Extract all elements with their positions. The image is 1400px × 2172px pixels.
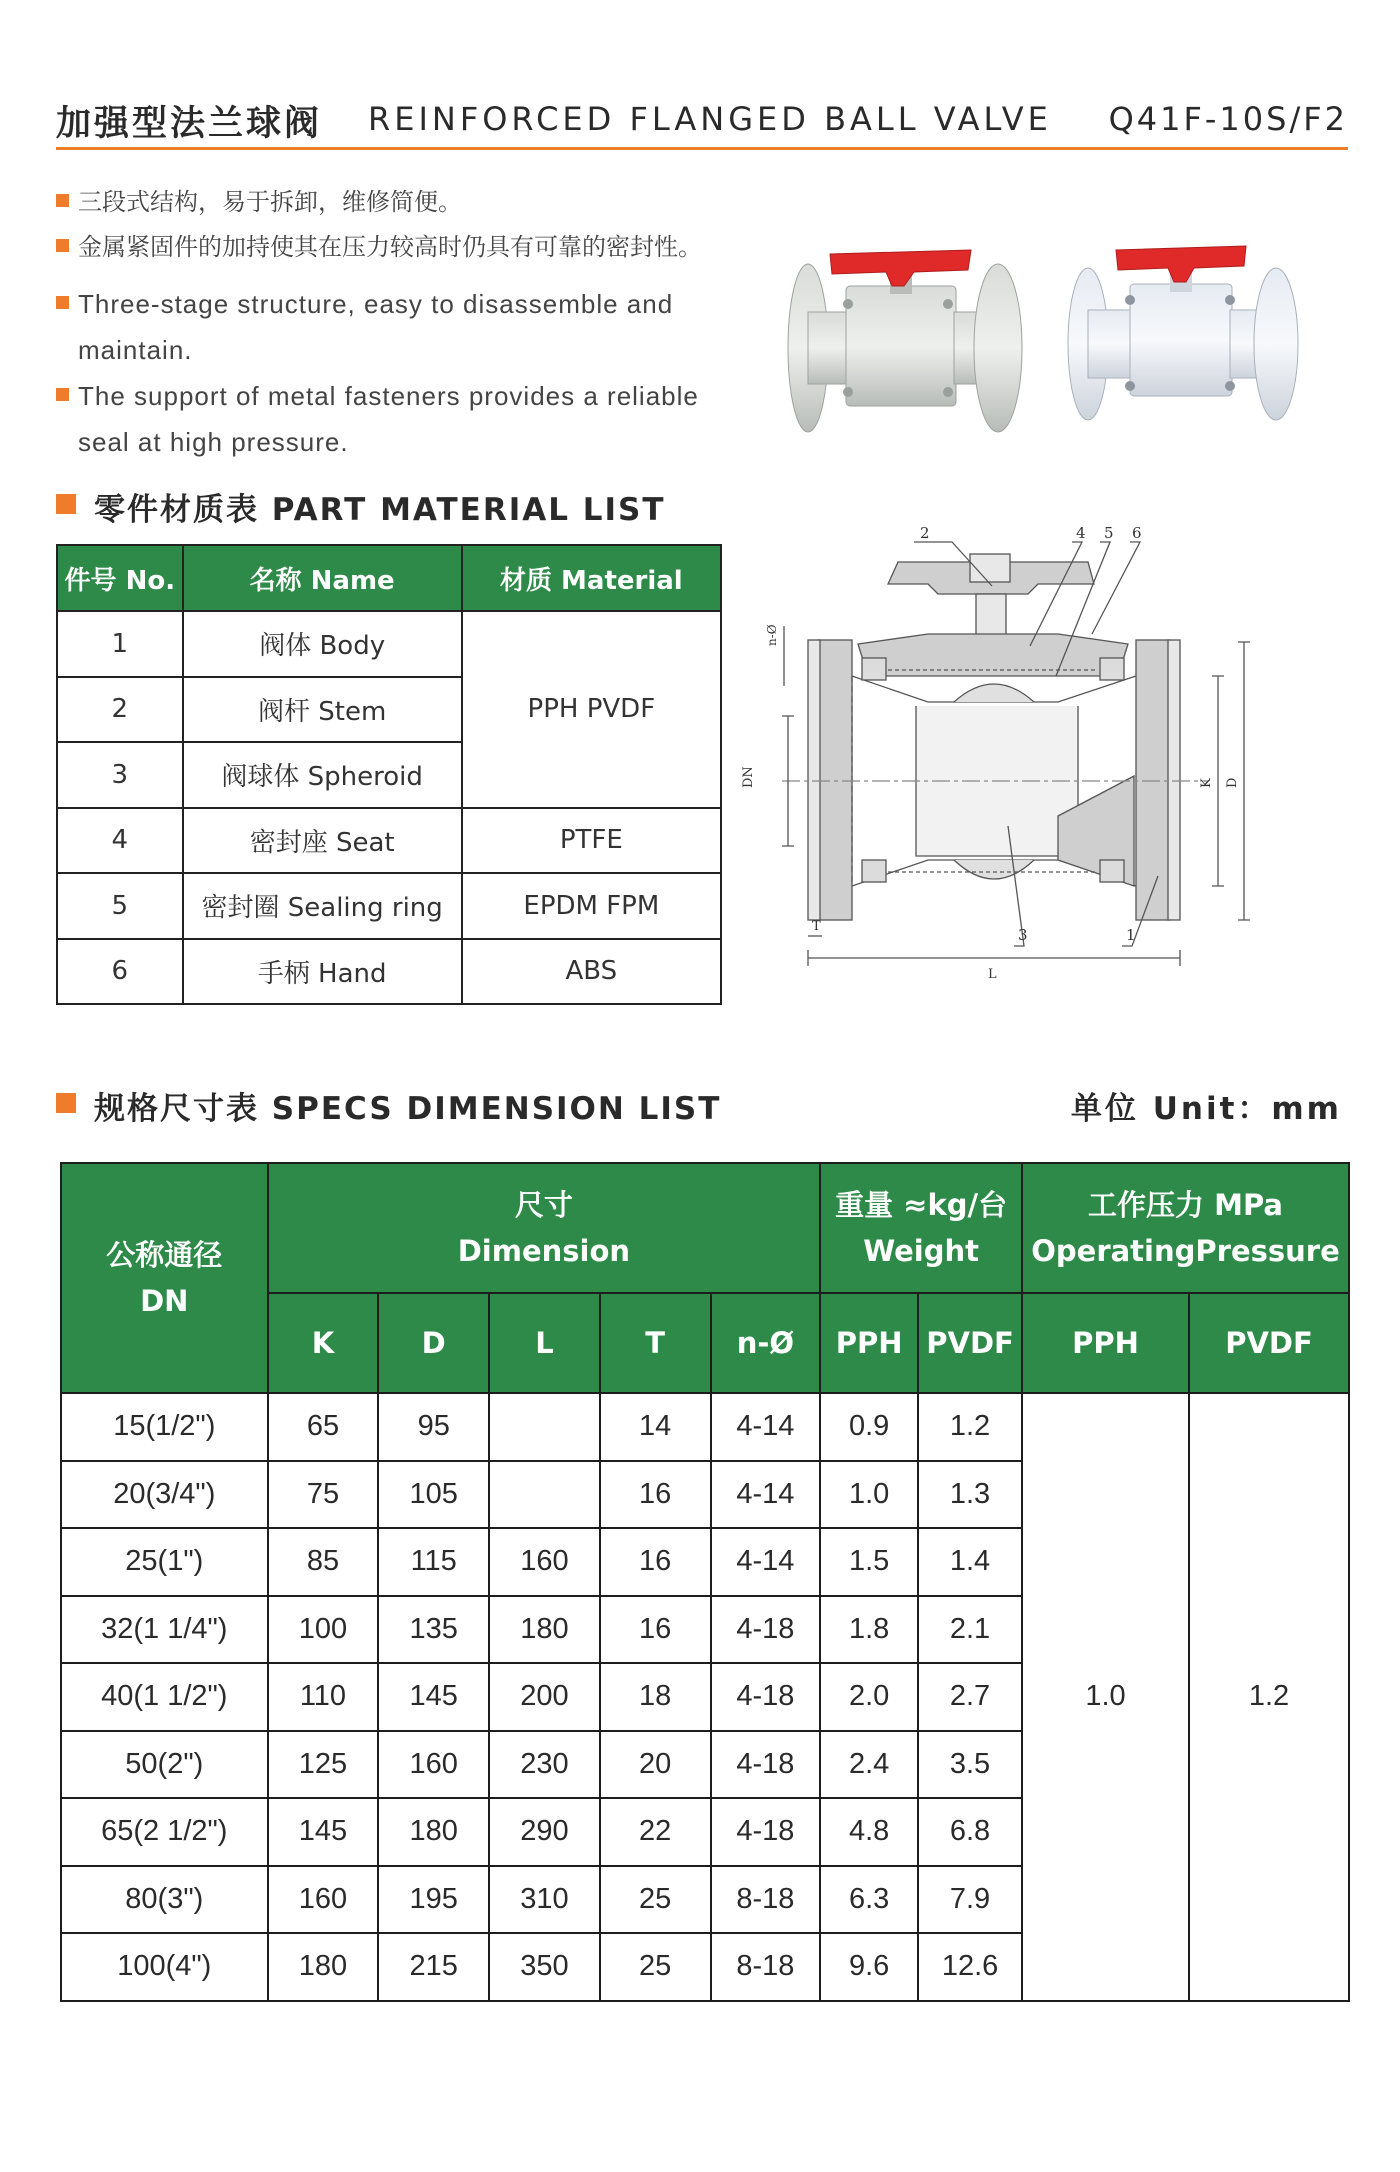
bullet-square-icon — [56, 194, 69, 207]
table-row: 100(4") 180 215 350 25 8-18 9.6 12.6 — [61, 1933, 1349, 2001]
col-group-pressure: 工作压力 MPa OperatingPressure — [1022, 1163, 1349, 1293]
title-zh: 加强型法兰球阀 — [56, 104, 323, 144]
col-pressure-pvdf: PVDF — [1189, 1293, 1349, 1393]
material-table-header — [57, 545, 721, 611]
dim-t: T — [812, 919, 821, 934]
model-number: Q41F-10S/F2 — [1108, 100, 1348, 138]
col-group-weight: 重量 ≈kg/台 Weight — [820, 1163, 1022, 1293]
col-group-dimension: 尺寸 Dimension — [268, 1163, 821, 1293]
table-row: 2 阀杆 Stem — [57, 677, 721, 743]
table-row: 5 密封圈 Sealing ring EPDM FPM — [57, 873, 721, 939]
table-row: 50(2") 125 160 230 20 4-18 2.4 3.5 — [61, 1731, 1349, 1799]
col-k: K — [268, 1293, 379, 1393]
spec-header-row — [61, 1163, 1349, 1293]
section-square-icon — [56, 1093, 76, 1113]
table-row: 1 阀体 Body PPH PVDF — [57, 611, 721, 677]
callout-3: 3 — [1018, 926, 1028, 944]
feature-item: The support of metal fasteners provides a reliable — [56, 374, 776, 420]
table-row: 4 密封座 Seat PTFE — [57, 808, 721, 874]
col-weight-pph: PPH — [820, 1293, 918, 1393]
feature-item-continued: seal at high pressure. — [78, 427, 349, 457]
material-table — [56, 544, 722, 1005]
spec-dimension-table — [60, 1162, 1350, 2002]
callout-6: 6 — [1132, 526, 1142, 542]
table-row: 25(1") 85 115 160 16 4-14 1.5 1.4 — [61, 1528, 1349, 1596]
callout-5: 5 — [1104, 526, 1114, 542]
col-t: T — [600, 1293, 711, 1393]
callout-2: 2 — [920, 526, 930, 542]
valve-technical-drawing — [738, 526, 1360, 996]
feature-item: 三段式结构，易于拆卸，维修简便。 — [56, 180, 776, 225]
dim-d: D — [1225, 777, 1240, 788]
dim-dn: DN — [741, 766, 756, 788]
col-l: L — [489, 1293, 600, 1393]
feature-list — [56, 180, 776, 466]
dim-l: L — [988, 967, 997, 982]
col-d: D — [378, 1293, 489, 1393]
dim-n: n-Ø — [765, 624, 779, 646]
product-photos — [786, 238, 1346, 448]
pressure-pph-cell: 1.0 — [1022, 1393, 1189, 2001]
table-row: 32(1 1/4") 100 135 180 16 4-18 1.8 2.1 — [61, 1596, 1349, 1664]
table-row: 65(2 1/2") 145 180 290 22 4-18 4.8 6.8 — [61, 1798, 1349, 1866]
bullet-square-icon — [56, 239, 69, 252]
col-weight-pvdf: PVDF — [918, 1293, 1022, 1393]
table-row: 3 阀球体 Spheroid — [57, 742, 721, 808]
callout-4: 4 — [1076, 526, 1086, 542]
col-n: n-Ø — [711, 1293, 821, 1393]
unit-label: 单位 Unit：mm — [1070, 1091, 1342, 1127]
grey-valve-photo — [788, 250, 1022, 432]
bullet-square-icon — [56, 388, 69, 401]
table-row: 6 手柄 Hand ABS — [57, 939, 721, 1005]
title-en: REINFORCED FLANGED BALL VALVE — [368, 100, 1052, 138]
dim-k: K — [1199, 778, 1214, 788]
table-row: 80(3") 160 195 310 25 8-18 6.3 7.9 — [61, 1866, 1349, 1934]
col-no: 件号 No. — [57, 545, 183, 611]
table-row: 15(1/2") 65 95 14 4-14 0.9 1.2 1.0 1.2 — [61, 1393, 1349, 1461]
pressure-pvdf-cell: 1.2 — [1189, 1393, 1349, 2001]
table-row: 40(1 1/2") 110 145 200 18 4-18 2.0 2.7 — [61, 1663, 1349, 1731]
table-row: 20(3/4") 75 105 16 4-14 1.0 1.3 — [61, 1461, 1349, 1529]
section-square-icon — [56, 494, 76, 514]
col-pressure-pph: PPH — [1022, 1293, 1189, 1393]
feature-item: Three-stage structure, easy to disassemble and maintain. — [56, 282, 776, 374]
shared-material-cell: PPH PVDF — [462, 611, 721, 808]
col-material: 材质 Material — [462, 545, 721, 611]
callout-1: 1 — [1126, 926, 1136, 944]
feature-item: 金属紧固件的加持使其在压力较高时仍具有可靠的密封性。 — [56, 225, 776, 270]
page-header — [56, 96, 1348, 150]
col-dn: 公称通径 DN — [61, 1163, 268, 1393]
bullet-square-icon — [56, 296, 69, 309]
white-valve-photo — [1068, 246, 1298, 420]
spec-section-title: 规格尺寸表 SPECS DIMENSION LIST — [56, 1083, 721, 1128]
col-name: 名称 Name — [183, 545, 462, 611]
material-section-title: 零件材质表 PART MATERIAL LIST — [56, 484, 666, 529]
